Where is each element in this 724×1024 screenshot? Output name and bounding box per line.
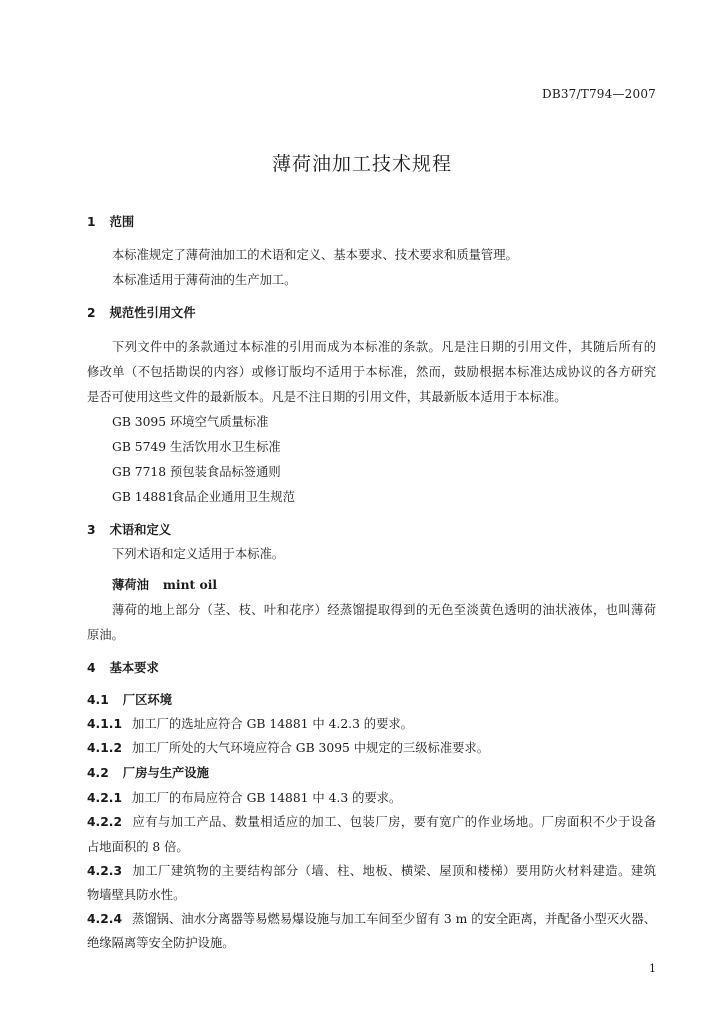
term-definition-line: 薄荷的地上部分（茎、枝、叶和花序）经蒸馏提取得到的无色至淡黄色透明的油状液体，也叫薄荷 [112, 603, 656, 617]
section-3-heading [87, 521, 656, 539]
reference-item [112, 488, 656, 506]
reference-item [112, 413, 656, 431]
reference-item [112, 438, 656, 456]
standard-code: DB37/T794—2007 [542, 87, 656, 101]
section-title: 基本要求 [109, 661, 159, 675]
clause-text: 加工厂所处的大气环境应符合 GB 3095 中规定的三级标准要求。 [132, 741, 490, 755]
clause-number: 4.2.2 [87, 815, 123, 829]
clause-number: 4.1.1 [87, 717, 123, 731]
reference-name: 生活饮用水卫生标准 [170, 440, 281, 454]
section-title: 规范性引用文件 [109, 306, 196, 320]
section-1-paragraph-1: 本标准规定了薄荷油加工的术语和定义、基本要求、技术要求和质量管理。 [112, 248, 518, 262]
term-definition-line: 原油。 [87, 628, 124, 642]
document-title: 薄荷油加工技术规程 [271, 153, 452, 175]
page-number: 1 [649, 962, 656, 975]
subsection-number: 4.1 [87, 693, 109, 707]
clause-text: 加工厂的布局应符合 GB 14881 中 4.3 的要求。 [132, 791, 402, 805]
clause-text: 应有与加工产品、数量相适应的加工、包装厂房，要有宽广的作业场地。厂房面积不少于设备 [132, 815, 656, 829]
clause-continuation: 物墙壁具防水性。 [87, 888, 186, 902]
clause-continuation: 绝缘隔离等安全防护设施。 [87, 936, 235, 950]
section-1-heading [87, 213, 656, 231]
reference-code: GB 14881 [112, 490, 174, 504]
subsection-title: 厂房与生产设施 [122, 766, 209, 780]
reference-name: 环境空气质量标准 [170, 415, 269, 429]
subsection-4-2-heading [87, 764, 656, 782]
reference-name: 食品企业通用卫生规范 [172, 490, 295, 504]
clause-4-1-2 [87, 739, 656, 757]
section-title: 范围 [109, 215, 135, 229]
section-number: 3 [87, 523, 96, 537]
reference-code: GB 3095 [112, 415, 167, 429]
section-number: 4 [87, 661, 96, 675]
subsection-number: 4.2 [87, 766, 109, 780]
subsection-title: 厂区环境 [122, 693, 172, 707]
section-2-paragraph-line: 修改单（不包括勘误的内容）或修订版均不适用于本标准，然而，鼓励根据本标准达成协议的各方研究 [87, 365, 656, 379]
clause-number: 4.2.1 [87, 791, 123, 805]
reference-item [112, 463, 656, 481]
section-number: 2 [87, 306, 96, 320]
clause-text: 蒸馏锅、油水分离器等易燃易爆设施与加工车间至少留有 3 m 的安全距离，并配备小型灭火器、 [132, 912, 656, 926]
section-title: 术语和定义 [109, 523, 172, 537]
term-english: mint oil [162, 577, 218, 592]
reference-code: GB 5749 [112, 440, 167, 454]
section-4-heading [87, 659, 656, 677]
section-1-paragraph-2: 本标准适用于薄荷油的生产加工。 [112, 273, 297, 287]
reference-name: 预包装食品标签通则 [170, 465, 281, 479]
clause-number: 4.1.2 [87, 741, 123, 755]
clause-number: 4.2.3 [87, 864, 123, 878]
subsection-4-1-heading [87, 691, 656, 709]
section-number: 1 [87, 215, 96, 229]
clause-number: 4.2.4 [87, 912, 123, 926]
clause-4-2-3 [87, 862, 656, 880]
section-2-paragraph-line: 下列文件中的条款通过本标准的引用而成为本标准的条款。凡是注日期的引用文件，其随后所有的 [112, 340, 656, 354]
section-2-paragraph-line: 是否可使用这些文件的最新版本。凡是不注日期的引用文件，其最新版本适用于本标准。 [87, 390, 567, 404]
clause-4-2-4 [87, 910, 656, 928]
clause-continuation: 占地面积的 8 倍。 [87, 840, 189, 854]
section-2-heading [87, 304, 656, 322]
clause-text: 加工厂的选址应符合 GB 14881 中 4.2.3 的要求。 [132, 717, 413, 731]
clause-text: 加工厂建筑物的主要结构部分（墙、柱、地板、横梁、屋顶和楼梯）要用防火材料建造。建筑 [132, 864, 656, 878]
term-chinese: 薄荷油 [112, 578, 149, 592]
reference-code: GB 7718 [112, 465, 167, 479]
clause-4-2-2 [87, 813, 656, 831]
term-entry [112, 576, 656, 594]
clause-4-2-1 [87, 789, 656, 807]
section-3-intro: 下列术语和定义适用于本标准。 [112, 547, 285, 561]
clause-4-1-1 [87, 715, 656, 733]
